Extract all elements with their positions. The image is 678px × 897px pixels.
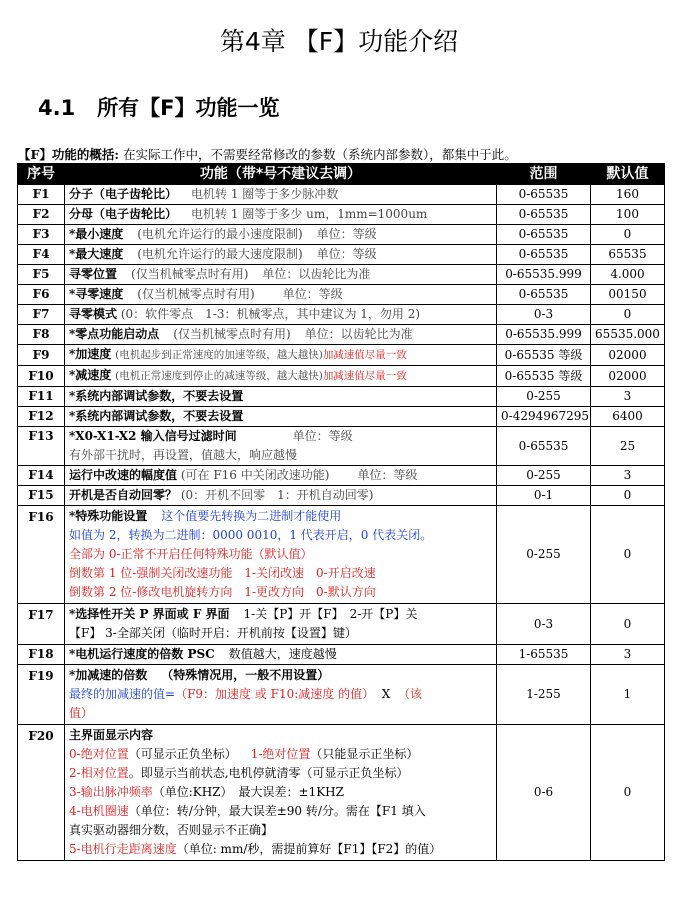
row-option: 4-电机圈速 bbox=[69, 804, 129, 818]
row-unit: 单位：以齿轮比为准 bbox=[304, 327, 413, 341]
row-formula-times: X bbox=[381, 687, 391, 701]
table-row bbox=[18, 427, 665, 466]
table-row bbox=[18, 506, 665, 604]
row-function bbox=[65, 345, 497, 366]
row-option: 1-绝对位置 bbox=[250, 747, 311, 761]
row-name: *系统内部调试参数，不要去设置 bbox=[69, 409, 244, 423]
row-desc: (0：开机不回零 1：开机自动回零) bbox=[180, 488, 374, 502]
row-function bbox=[65, 725, 497, 861]
row-default: 65535.000 bbox=[591, 325, 665, 345]
row-code: F5 bbox=[18, 265, 65, 285]
row-name: *加减速的倍数 bbox=[69, 668, 148, 682]
row-default: 00150 bbox=[591, 285, 665, 305]
row-range: 0-65535 bbox=[497, 427, 591, 466]
table-row bbox=[18, 265, 665, 285]
row-code: F2 bbox=[18, 205, 65, 225]
row-line2: 【F】 3-全部关闭（临时开启：开机前按【设置】键） bbox=[69, 626, 357, 640]
row-line3: 值） bbox=[69, 706, 94, 720]
row-line: 倒数第 1 位-强制关闭改速功能 1-关闭改速 0-开启改速 bbox=[69, 566, 376, 580]
row-default: 02000 bbox=[591, 366, 665, 387]
row-desc: (电机正常速度到停止的减速等级，越大越快) bbox=[115, 370, 323, 382]
row-desc: 1-关【P】开【F】 2-开【P】关 bbox=[243, 607, 418, 621]
row-function bbox=[65, 506, 497, 604]
row-line2: 有外部干扰时，再设置，值越大，响应越慢 bbox=[69, 448, 298, 462]
row-code: F7 bbox=[18, 305, 65, 325]
row-name: *减速度 bbox=[69, 368, 112, 382]
row-line: 如值为 2，转换为二进制：0000 0010，1 代表开启，0 代表关闭。 bbox=[69, 528, 433, 542]
row-option-desc: （可显示正负坐标） bbox=[128, 747, 237, 761]
row-default: 25 bbox=[591, 427, 665, 466]
row-code: F14 bbox=[18, 466, 65, 486]
row-option: 3-输出脉冲频率 bbox=[69, 785, 153, 799]
row-option: 5-电机行走距离速度 bbox=[69, 842, 177, 856]
row-desc: (电机起步到正常速度的加速等级，越大越快) bbox=[115, 349, 323, 361]
function-table bbox=[17, 163, 665, 861]
row-function bbox=[65, 245, 497, 265]
row-code: F10 bbox=[18, 366, 65, 387]
col-header-function: 功能（带*号不建议去调） bbox=[65, 164, 497, 185]
row-name: *系统内部调试参数，不要去设置 bbox=[69, 389, 244, 403]
row-range: 0-65535 等级 bbox=[497, 366, 591, 387]
row-function bbox=[65, 325, 497, 345]
table-row bbox=[18, 305, 665, 325]
chapter-title: 第4章 【F】功能介绍 bbox=[219, 27, 459, 56]
row-formula-operand: （F9：加速度 或 F10:减速度 的值） bbox=[175, 687, 375, 701]
row-option: 0-绝对位置 bbox=[69, 747, 129, 761]
row-note: 加减速值尽量一致 bbox=[322, 370, 407, 382]
row-range: 0-65535 bbox=[497, 245, 591, 265]
table-row bbox=[18, 245, 665, 265]
row-name: 开机是否自动回零？ bbox=[69, 488, 178, 502]
row-option-desc: （单位：转/分钟，最大误差±90 转/分。需在【F1 填入 bbox=[128, 804, 426, 818]
row-code: F19 bbox=[18, 665, 65, 725]
row-name: *零点功能启动点 bbox=[69, 327, 160, 341]
col-header-default: 默认值 bbox=[591, 164, 665, 185]
table-row bbox=[18, 725, 665, 861]
row-desc: 电机转 1 圈等于多少 um，1mm=1000um bbox=[191, 207, 428, 221]
row-name: 寻零位置 bbox=[69, 267, 118, 281]
row-desc: 数值越大，速度越慢 bbox=[228, 647, 337, 661]
col-header-range: 范围 bbox=[497, 164, 591, 185]
row-function bbox=[65, 604, 497, 645]
row-default: 160 bbox=[591, 185, 665, 205]
table-row bbox=[18, 225, 665, 245]
row-range: 0-65535.999 bbox=[497, 265, 591, 285]
row-function bbox=[65, 645, 497, 665]
table-row bbox=[18, 366, 665, 387]
table-row bbox=[18, 604, 665, 645]
table-header-row bbox=[18, 164, 665, 185]
row-default: 4.000 bbox=[591, 265, 665, 285]
row-name: 主界面显示内容 bbox=[69, 728, 154, 742]
row-unit: 单位：等级 bbox=[292, 429, 353, 443]
row-code: F17 bbox=[18, 604, 65, 645]
row-desc: (电机允许运行的最小速度限制) bbox=[137, 227, 303, 241]
row-desc: 这个值要先转换为二进制才能使用 bbox=[161, 509, 342, 523]
row-name: 寻零模式 bbox=[69, 307, 118, 321]
overview-label: 【F】功能的概括: bbox=[18, 147, 119, 162]
row-range: 0-255 bbox=[497, 466, 591, 486]
row-default: 0 bbox=[591, 725, 665, 861]
row-function bbox=[65, 427, 497, 466]
row-desc: (仅当机械零点时有用) bbox=[137, 287, 255, 301]
table-row bbox=[18, 345, 665, 366]
section-heading bbox=[38, 92, 280, 122]
row-name: *最小速度 bbox=[69, 227, 124, 241]
row-code: F8 bbox=[18, 325, 65, 345]
col-header-code: 序号 bbox=[18, 164, 65, 185]
row-desc: (0：软件零点 1-3：机械零点，其中建议为 1，勿用 2) bbox=[120, 307, 421, 321]
table-row bbox=[18, 486, 665, 506]
row-range: 0-255 bbox=[497, 387, 591, 407]
row-code: F11 bbox=[18, 387, 65, 407]
table-row bbox=[18, 285, 665, 305]
row-name: 分母（电子齿轮比） bbox=[69, 207, 178, 221]
row-default: 0 bbox=[591, 305, 665, 325]
row-code: F9 bbox=[18, 345, 65, 366]
row-name: *加速度 bbox=[69, 347, 112, 361]
table-row bbox=[18, 466, 665, 486]
row-code: F12 bbox=[18, 407, 65, 427]
row-default: 65535 bbox=[591, 245, 665, 265]
row-unit: 单位：以齿轮比为准 bbox=[262, 267, 371, 281]
row-unit: 单位：等级 bbox=[282, 287, 343, 301]
row-default: 100 bbox=[591, 205, 665, 225]
row-range: 0-65535.999 bbox=[497, 325, 591, 345]
row-default: 0 bbox=[591, 604, 665, 645]
row-desc: (可在 F16 中关闭改速功能) bbox=[180, 468, 330, 482]
row-desc: 电机转 1 圈等于多少脉冲数 bbox=[191, 187, 339, 201]
row-option-desc: 。即显示当前状态,电机停就清零（可显示正负坐标） bbox=[128, 766, 409, 780]
row-desc: （特殊情况用，一般不用设置） bbox=[161, 668, 330, 682]
row-code: F6 bbox=[18, 285, 65, 305]
table-row bbox=[18, 645, 665, 665]
row-range: 0-65535 bbox=[497, 185, 591, 205]
overview-text: 在实际工作中，不需要经常修改的参数（系统内部参数），都集中于此。 bbox=[122, 147, 517, 162]
row-function bbox=[65, 285, 497, 305]
row-range: 0-6 bbox=[497, 725, 591, 861]
row-desc: (仅当机械零点时有用) bbox=[173, 327, 291, 341]
row-option-desc: （单位:KHZ） 最大误差：±1KHZ bbox=[152, 785, 344, 799]
row-name: *寻零速度 bbox=[69, 287, 124, 301]
row-default: 3 bbox=[591, 645, 665, 665]
row-option-desc: （只能显示正坐标） bbox=[310, 747, 419, 761]
row-range: 0-4294967295 bbox=[497, 407, 591, 427]
row-function bbox=[65, 366, 497, 387]
row-code: F3 bbox=[18, 225, 65, 245]
row-unit: 单位：等级 bbox=[357, 468, 418, 482]
row-range: 1-255 bbox=[497, 665, 591, 725]
section-number: 4.1 bbox=[38, 96, 76, 120]
row-code: F13 bbox=[18, 427, 65, 466]
row-formula-label: 最终的加减速的值= bbox=[69, 687, 176, 701]
row-function bbox=[65, 387, 497, 407]
row-default: 1 bbox=[591, 665, 665, 725]
row-option-desc: （单位: mm/秒，需提前算好【F1】【F2】的值） bbox=[176, 842, 442, 856]
row-range: 0-65535 bbox=[497, 225, 591, 245]
section-title: 所有【F】功能一览 bbox=[97, 96, 280, 120]
row-code: F15 bbox=[18, 486, 65, 506]
row-default: 0 bbox=[591, 486, 665, 506]
row-option-desc: 真实驱动器细分数，否则显示不正确】 bbox=[69, 823, 274, 837]
table-row bbox=[18, 205, 665, 225]
table-row bbox=[18, 387, 665, 407]
row-function bbox=[65, 265, 497, 285]
row-function bbox=[65, 205, 497, 225]
table-row bbox=[18, 185, 665, 205]
table-row bbox=[18, 325, 665, 345]
row-name: *特殊功能设置 bbox=[69, 509, 148, 523]
row-function bbox=[65, 407, 497, 427]
row-name: *X0-X1-X2 输入信号过滤时间 bbox=[69, 429, 237, 443]
row-function bbox=[65, 185, 497, 205]
row-code: F4 bbox=[18, 245, 65, 265]
row-function bbox=[65, 486, 497, 506]
row-range: 0-3 bbox=[497, 604, 591, 645]
row-unit: 单位：等级 bbox=[316, 227, 377, 241]
row-note: 加减速值尽量一致 bbox=[322, 349, 407, 361]
row-code: F18 bbox=[18, 645, 65, 665]
row-range: 0-255 bbox=[497, 506, 591, 604]
row-function bbox=[65, 305, 497, 325]
row-option: 2-相对位置 bbox=[69, 766, 129, 780]
table-row bbox=[18, 407, 665, 427]
row-default: 02000 bbox=[591, 345, 665, 366]
row-function bbox=[65, 225, 497, 245]
row-code: F1 bbox=[18, 185, 65, 205]
row-default: 3 bbox=[591, 466, 665, 486]
row-function bbox=[65, 466, 497, 486]
row-formula-tail: （该 bbox=[397, 687, 422, 701]
row-name: *最大速度 bbox=[69, 247, 124, 261]
row-default: 0 bbox=[591, 506, 665, 604]
row-name: 分子（电子齿轮比） bbox=[69, 187, 178, 201]
row-name: 运行中改速的幅度值 bbox=[69, 468, 178, 482]
row-code: F20 bbox=[18, 725, 65, 861]
row-default: 6400 bbox=[591, 407, 665, 427]
row-desc: (电机允许运行的最大速度限制) bbox=[137, 247, 303, 261]
row-range: 0-65535 bbox=[497, 205, 591, 225]
row-default: 3 bbox=[591, 387, 665, 407]
row-unit: 单位：等级 bbox=[316, 247, 377, 261]
row-range: 0-3 bbox=[497, 305, 591, 325]
row-name: *电机运行速度的倍数 PSC bbox=[69, 647, 215, 661]
row-desc: (仅当机械零点时有用) bbox=[131, 267, 249, 281]
row-function bbox=[65, 665, 497, 725]
row-range: 0-1 bbox=[497, 486, 591, 506]
table-row bbox=[18, 665, 665, 725]
overview bbox=[18, 145, 517, 163]
row-line: 倒数第 2 位-修改电机旋转方向 1-更改方向 0-默认方向 bbox=[69, 585, 376, 599]
row-code: F16 bbox=[18, 506, 65, 604]
row-range: 0-65535 bbox=[497, 285, 591, 305]
row-range: 1-65535 bbox=[497, 645, 591, 665]
row-range: 0-65535 等级 bbox=[497, 345, 591, 366]
row-name: *选择性开关 P 界面或 F 界面 bbox=[69, 607, 230, 621]
row-default: 0 bbox=[591, 225, 665, 245]
row-line: 全部为 0-正常不开启任何特殊功能（默认值） bbox=[69, 547, 313, 561]
